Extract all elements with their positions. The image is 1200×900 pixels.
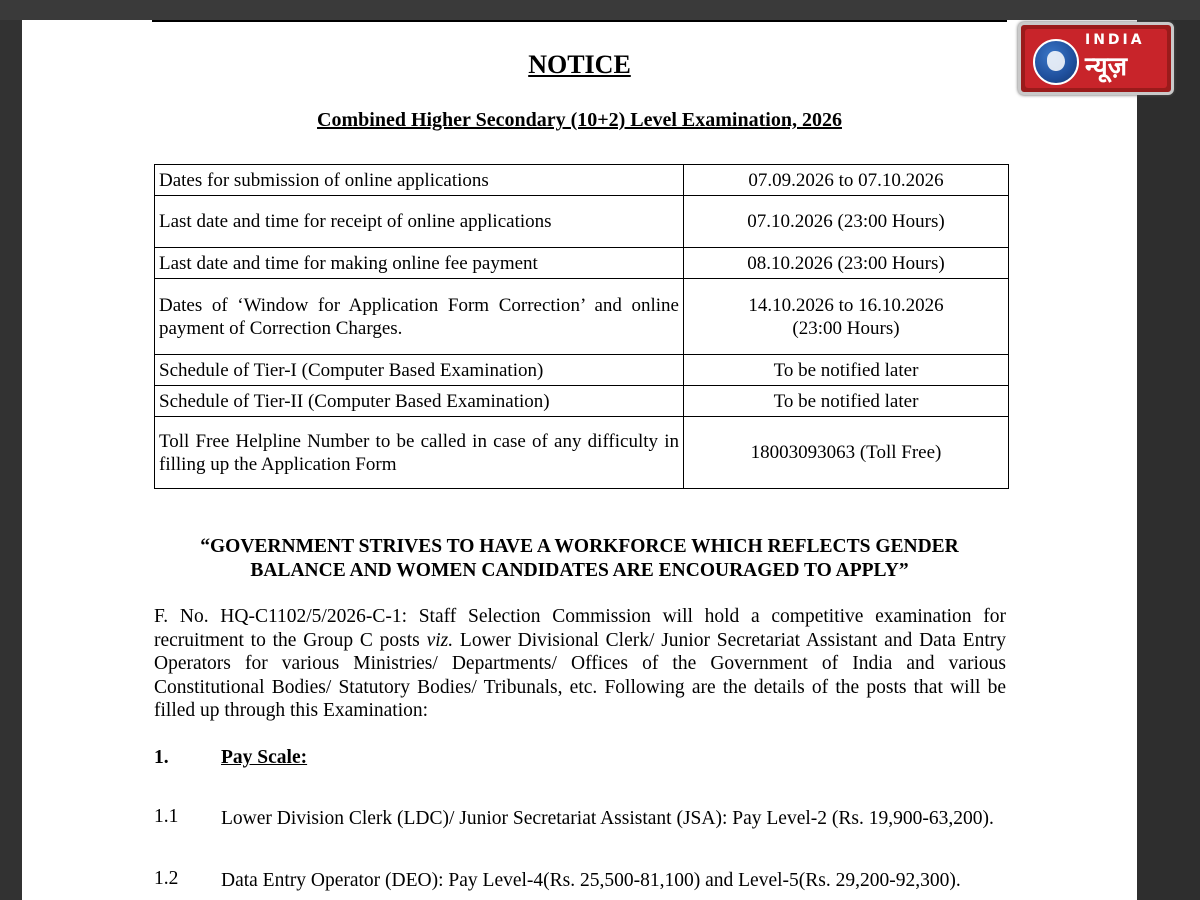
- table-cell-value: 14.10.2026 to 16.10.2026 (23:00 Hours): [684, 279, 1009, 355]
- table-cell-label: Schedule of Tier-II (Computer Based Examination): [155, 386, 684, 417]
- item-text: Data Entry Operator (DEO): Pay Level-4(Rs. 25,500-81,100) and Level-5(Rs. 29,200-92,300).: [221, 870, 961, 891]
- table-row: [155, 417, 1009, 489]
- logo-text-news: न्यूज़: [1085, 52, 1128, 82]
- item-number: 1.1: [154, 806, 179, 827]
- viewer-top-strip: [0, 0, 1200, 20]
- exam-subtitle: Combined Higher Secondary (10+2) Level Examination, 2026: [317, 109, 842, 131]
- table-cell-value: 07.09.2026 to 07.10.2026: [684, 165, 1009, 196]
- table-cell-label: Dates for submission of online applications: [155, 165, 684, 196]
- globe-land-shape: [1047, 51, 1065, 71]
- table-cell-value: 08.10.2026 (23:00 Hours): [684, 248, 1009, 279]
- intro-paragraph: [154, 605, 1006, 723]
- viewer-right-gutter: [1137, 20, 1200, 900]
- notice-title: NOTICE: [528, 50, 631, 79]
- intro-viz: viz.: [426, 629, 454, 651]
- india-news-logo: [1018, 22, 1174, 95]
- file-reference: F. No. HQ-C1102/5/2026-C-1: [154, 606, 402, 627]
- logo-text-india: INDIA: [1085, 32, 1145, 48]
- table-row: [155, 165, 1009, 196]
- gender-balance-statement: “GOVERNMENT STRIVES TO HAVE A WORKFORCE WHICH REFLECTS GENDER BALANCE AND WOMEN CANDIDATES ARE ENCOURAGED TO APPLY”: [200, 536, 959, 581]
- logo-background: [1025, 29, 1167, 88]
- table-cell-label: Schedule of Tier-I (Computer Based Examination): [155, 355, 684, 386]
- table-cell-value: To be notified later: [684, 386, 1009, 417]
- table-cell-value: 07.10.2026 (23:00 Hours): [684, 196, 1009, 248]
- item-number: 1.2: [154, 868, 179, 889]
- document-page: [22, 20, 1137, 900]
- table-cell-label: Toll Free Helpline Number to be called in case of any difficulty in filling up the Application Form: [155, 417, 684, 489]
- globe-icon: [1033, 39, 1079, 85]
- table-cell-label: Last date and time for receipt of online applications: [155, 196, 684, 248]
- page-top-rule: [152, 20, 1007, 22]
- intro-text-part1: : Staff Selection Commission will hold a competitive examination for recruitment to the Group C posts: [154, 606, 1006, 651]
- intro-text-part2: Lower Divisional Clerk/ Junior Secretariat Assistant and Data Entry Operators for various Ministries/ Departments/ Offices of the Government of India and various Constitutional Bodies/ Statutory Bodies/ Tribunals, etc. Following are the details of the posts that will be filled up through this Examination:: [154, 629, 1006, 721]
- section-number: 1.: [154, 747, 169, 768]
- table-row: [155, 196, 1009, 248]
- table-cell-value: To be notified later: [684, 355, 1009, 386]
- table-cell-value: 18003093063 (Toll Free): [684, 417, 1009, 489]
- table-cell-label: Last date and time for making online fee payment: [155, 248, 684, 279]
- item-text: Lower Division Clerk (LDC)/ Junior Secretariat Assistant (JSA): Pay Level-2 (Rs. 19,900-63,200).: [221, 808, 994, 829]
- section-heading: Pay Scale:: [221, 747, 308, 768]
- schedule-table: [154, 164, 1009, 489]
- table-row: [155, 355, 1009, 386]
- table-row: [155, 386, 1009, 417]
- table-row: [155, 279, 1009, 355]
- table-cell-label: Dates of ‘Window for Application Form Correction’ and online payment of Correction Charges.: [155, 279, 684, 355]
- table-row: [155, 248, 1009, 279]
